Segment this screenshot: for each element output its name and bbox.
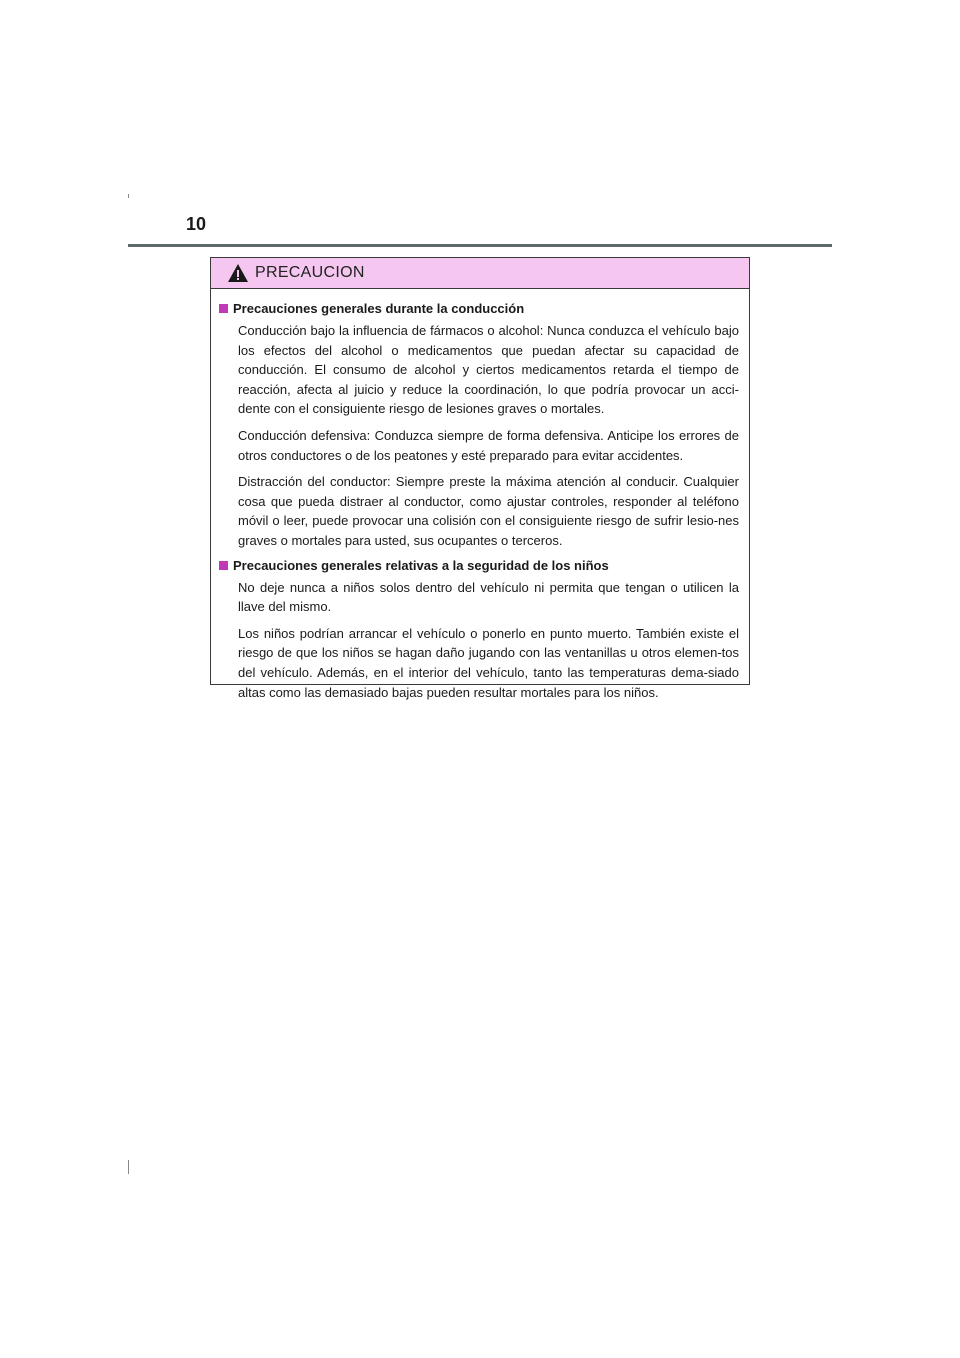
caution-header <box>211 258 749 289</box>
paragraph: Conducción bajo la influencia de fármacos o alcohol: Nunca conduzca el vehículo bajo los efectos del alcohol o medicamentos que puedan afectar su capacidad de conducción. El consumo de alcohol y ciertos medicamentos retarda el tiempo de reacción, afecta al juicio y reduce la coordinación, lo que podría provocar un acci-dente con el consiguiente riesgo de lesiones graves o mortales. <box>238 323 739 417</box>
caution-box <box>210 257 750 700</box>
caution-title: PRECAUCION <box>255 264 365 281</box>
header-rule <box>128 244 832 247</box>
section-child-safety <box>219 558 739 703</box>
caution-body <box>211 289 749 702</box>
section-heading-text: Precauciones generales relativas a la seguridad de los niños <box>233 557 609 573</box>
section-heading-text: Precauciones generales durante la conducción <box>233 301 525 316</box>
warning-triangle-icon <box>227 263 249 283</box>
crop-mark-bottom <box>128 1160 129 1174</box>
section-heading <box>219 301 739 316</box>
square-bullet-icon <box>219 304 228 313</box>
crop-mark-top <box>128 194 129 198</box>
paragraph: Los niños podrían arrancar el vehículo o ponerlo en punto muerto. También existe el riesgo de que los niños se hagan daño jugando con las ventanillas u otros elemen-tos del vehículo. Además, en el interior del vehículo, tanto las temperaturas dema-siado altas como las demasiado bajas pueden resultar mortales para los niños. <box>238 625 739 700</box>
section-driving-precautions <box>219 301 739 551</box>
section-heading <box>219 558 739 573</box>
paragraph: Conducción defensiva: Conduzca siempre de forma defensiva. Anticipe los errores de otros conductores o de los peatones y esté preparado para evitar accidentes. <box>238 427 739 463</box>
square-bullet-icon <box>219 561 228 570</box>
paragraph: No deje nunca a niños solos dentro del vehículo ni permita que tengan o utilicen la llave del mismo. <box>238 579 739 615</box>
page-number: 10 <box>186 214 207 234</box>
paragraph: Distracción del conductor: Siempre preste la máxima atención al conducir. Cualquier cosa que pueda distraer al conductor, como ajustar controles, responder al teléfono móvil o leer, puede provocar una colisión con el consiguiente riesgo de sufrir lesio-nes graves o mortales para usted, sus ocupantes o terceros. <box>238 474 739 548</box>
